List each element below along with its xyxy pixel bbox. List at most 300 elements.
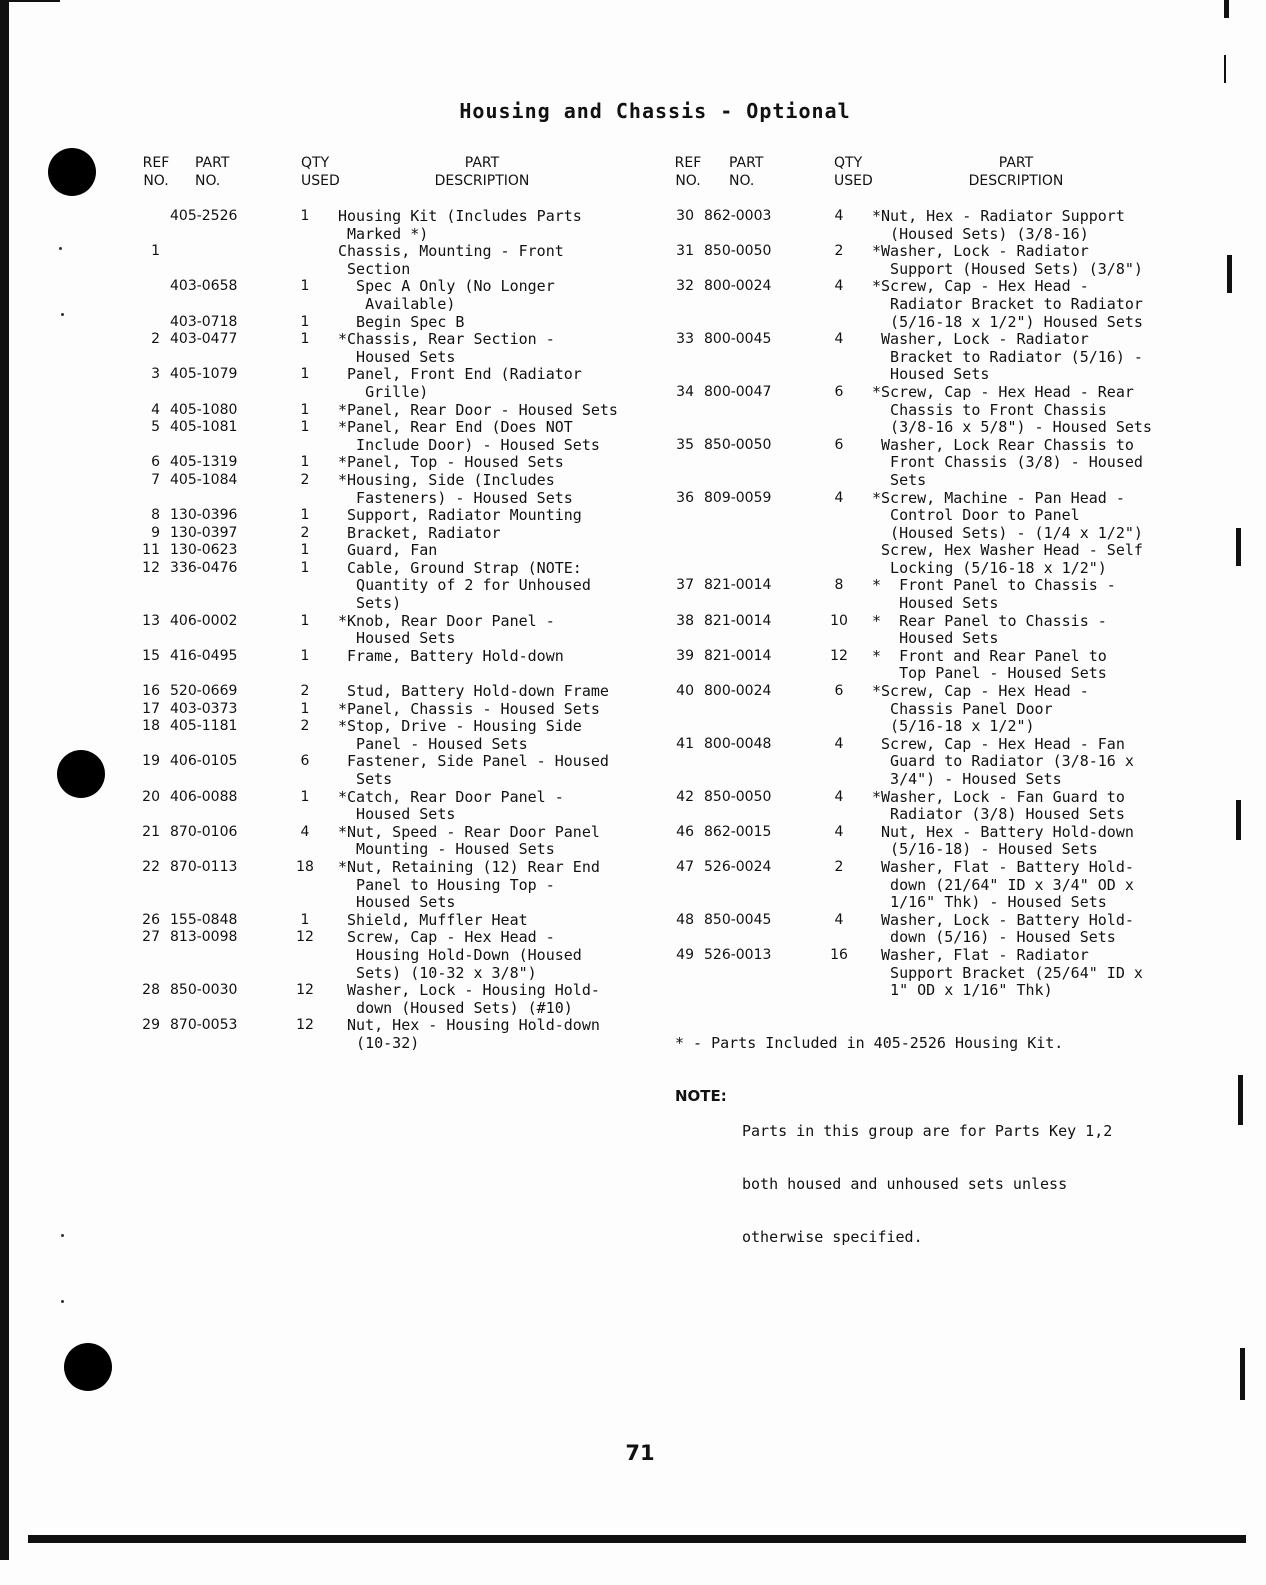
description-line: Support Bracket (25/64" ID x [872, 963, 1143, 982]
ref-number: 1 [151, 243, 160, 260]
description-line: Housed Sets [872, 629, 999, 648]
qty-used: 12 [296, 982, 314, 999]
qty-used: 1 [300, 401, 310, 418]
description-line [338, 665, 660, 683]
parts-row [664, 208, 1204, 243]
description-line: *Screw, Cap - Hex Head - Rear [872, 382, 1134, 401]
part-number: 800-0024 [704, 278, 772, 295]
parts-row [664, 789, 1204, 824]
parts-row [130, 419, 660, 454]
description-line: Cable, Ground Strap (NOTE: [338, 558, 582, 577]
part-description [338, 824, 660, 859]
part-description [872, 683, 1204, 736]
qty-used: 2 [300, 524, 310, 541]
ref-number: 46 [676, 823, 694, 840]
description-line: Screw, Cap - Hex Head - [338, 928, 555, 947]
description-line: Housing Kit (Includes Parts [338, 207, 582, 225]
parts-row [130, 472, 660, 507]
description-line: (5/16-18 x 1/2") [872, 717, 1035, 736]
scan-edge-mark [1227, 255, 1232, 293]
description-line: (5/16-18) - Housed Sets [872, 840, 1098, 859]
description-line: Control Door to Panel [872, 506, 1080, 525]
description-line: Chassis Panel Door [872, 699, 1053, 718]
ref-number: 32 [676, 278, 694, 295]
description-line: Chassis to Front Chassis [872, 400, 1107, 419]
parts-row [664, 859, 1204, 912]
description-line: (3/8-16 x 5/8") - Housed Sets [872, 418, 1152, 437]
punch-hole [64, 1343, 112, 1391]
scan-edge-mark [1236, 528, 1241, 566]
description-line: *Nut, Hex - Radiator Support [872, 207, 1125, 225]
part-description [338, 402, 660, 420]
description-line: *Screw, Machine - Pan Head - [872, 488, 1125, 507]
description-line: *Washer, Lock - Fan Guard to [872, 787, 1125, 806]
part-description [872, 577, 1204, 612]
part-number: 406-0088 [170, 788, 238, 805]
qty-used: 12 [830, 647, 848, 664]
scan-edge-mark [1236, 800, 1241, 840]
qty-used: 6 [834, 383, 844, 400]
parts-row [130, 314, 660, 332]
description-line: Housed Sets [338, 893, 456, 912]
ref-number: 41 [676, 735, 694, 752]
header-desc-left: PART DESCRIPTION [434, 155, 530, 189]
header-part-right: PART NO. [729, 155, 764, 189]
part-description [338, 1017, 660, 1052]
qty-used: 4 [300, 823, 310, 840]
ref-number: 31 [676, 243, 694, 260]
part-description [338, 560, 660, 613]
ref-number: 11 [142, 542, 160, 559]
ref-number: 49 [676, 946, 694, 963]
part-description [338, 419, 660, 454]
ref-number: 27 [142, 929, 160, 946]
qty-used: 1 [300, 313, 310, 330]
qty-used: 1 [300, 788, 310, 805]
description-line: Radiator Bracket to Radiator [872, 294, 1143, 313]
qty-used: 4 [834, 278, 844, 295]
parts-row [664, 490, 1204, 578]
header-qty-right: QTY USED [834, 155, 873, 189]
part-description [338, 314, 660, 332]
parts-row [664, 613, 1204, 648]
parts-table-right [664, 208, 1204, 1000]
part-number: 850-0030 [170, 982, 238, 999]
ref-number: 40 [676, 683, 694, 700]
description-line: Include Door) - Housed Sets [338, 435, 600, 454]
ref-number: 33 [676, 331, 694, 348]
description-line: *Panel, Top - Housed Sets [338, 453, 564, 472]
parts-row [130, 824, 660, 859]
part-description [338, 753, 660, 788]
part-description [338, 208, 660, 243]
punch-hole [48, 148, 96, 196]
part-number: 870-0113 [170, 858, 238, 875]
ref-number: 20 [142, 788, 160, 805]
description-line: (Housed Sets) (3/8-16) [872, 224, 1089, 243]
description-line: Washer, Flat - Battery Hold- [872, 857, 1134, 876]
parts-row [130, 331, 660, 366]
description-line: (10-32) [338, 1033, 420, 1052]
parts-row [130, 701, 660, 719]
description-line: Housed Sets [872, 594, 999, 613]
description-line: Bracket to Radiator (5/16) - [872, 347, 1143, 366]
part-number: 403-0658 [170, 278, 238, 295]
parts-row [130, 648, 660, 683]
description-line: Housed Sets [338, 347, 456, 366]
description-line: 3/4") - Housed Sets [872, 770, 1062, 788]
parts-row [130, 912, 660, 930]
qty-used: 1 [300, 911, 310, 928]
qty-used: 10 [830, 612, 848, 629]
qty-used: 1 [300, 419, 310, 436]
part-number: 520-0669 [170, 683, 238, 700]
part-number: 850-0050 [704, 243, 772, 260]
description-line: Sets) (10-32 x 3/8") [338, 963, 537, 982]
ref-number: 8 [151, 507, 160, 524]
part-number: 526-0013 [704, 946, 772, 963]
qty-used: 4 [834, 208, 844, 224]
description-line: * Front and Rear Panel to [872, 646, 1107, 665]
part-description [338, 366, 660, 401]
ref-number: 26 [142, 911, 160, 928]
part-number: 800-0048 [704, 735, 772, 752]
ref-number: 42 [676, 788, 694, 805]
qty-used: 1 [300, 507, 310, 524]
description-line: 1" OD x 1/16" Thk) [872, 981, 1053, 1000]
part-description [338, 278, 660, 313]
punch-hole [57, 750, 105, 798]
description-line: Fastener, Side Panel - Housed [338, 752, 609, 771]
part-description [872, 912, 1204, 947]
scan-border-bottom [28, 1535, 1246, 1543]
parts-row [130, 1017, 660, 1052]
parts-row [130, 278, 660, 313]
description-line: Begin Spec B [338, 312, 465, 331]
part-description [872, 384, 1204, 437]
description-line: Housing Hold-Down (Housed [338, 945, 582, 964]
part-number: 870-0053 [170, 1017, 238, 1034]
description-line: Chassis, Mounting - Front [338, 242, 564, 261]
part-description [338, 648, 660, 683]
part-description [872, 824, 1204, 859]
qty-used: 4 [834, 331, 844, 348]
scan-speck [61, 1300, 64, 1303]
part-number: 403-0477 [170, 331, 238, 348]
header-ref-left: REF NO. [142, 155, 170, 189]
ref-number: 47 [676, 858, 694, 875]
parts-row [664, 947, 1204, 1000]
description-line: Front Chassis (3/8) - Housed [872, 453, 1143, 472]
parts-row [130, 789, 660, 824]
part-number: 405-2526 [170, 208, 238, 224]
ref-number: 35 [676, 436, 694, 453]
part-number: 336-0476 [170, 559, 238, 576]
part-number: 800-0024 [704, 683, 772, 700]
qty-used: 4 [834, 489, 844, 506]
part-description [338, 542, 660, 560]
ref-number: 21 [142, 823, 160, 840]
ref-number: 19 [142, 753, 160, 770]
note-line: otherwise specified. [742, 1227, 923, 1246]
description-line: Mounting - Housed Sets [338, 840, 555, 859]
part-number: 405-1319 [170, 454, 238, 471]
description-line: Quantity of 2 for Unhoused [338, 576, 591, 595]
part-description [338, 859, 660, 912]
parts-row [664, 577, 1204, 612]
description-line: Washer, Lock - Housing Hold- [338, 981, 600, 1000]
part-number: 130-0623 [170, 542, 238, 559]
part-description [338, 454, 660, 472]
part-number: 821-0014 [704, 577, 772, 594]
parts-row [130, 613, 660, 648]
qty-used: 8 [834, 577, 844, 594]
part-number: 405-1081 [170, 419, 238, 436]
ref-number: 34 [676, 383, 694, 400]
description-line: Nut, Hex - Housing Hold-down [338, 1016, 600, 1035]
description-line: Spec A Only (No Longer [338, 277, 555, 296]
page-number: 71 [625, 1441, 655, 1465]
qty-used: 1 [300, 542, 310, 559]
description-line: Washer, Flat - Radiator [872, 945, 1089, 964]
description-line: Sets) [338, 594, 402, 613]
description-line: Washer, Lock - Radiator [872, 330, 1089, 349]
note-line: both housed and unhoused sets unless [742, 1174, 1068, 1193]
note-line: Parts in this group are for Parts Key 1,2 [742, 1122, 1113, 1141]
ref-number: 9 [151, 524, 160, 541]
part-number: 405-1181 [170, 718, 238, 735]
parts-row [664, 683, 1204, 736]
scan-speck [59, 247, 62, 250]
parts-row [130, 929, 660, 982]
parts-row [664, 437, 1204, 490]
qty-used: 2 [834, 858, 844, 875]
ref-number: 15 [142, 647, 160, 664]
description-line: Available) [338, 294, 456, 313]
part-number: 416-0495 [170, 647, 238, 664]
description-line: *Nut, Speed - Rear Door Panel [338, 822, 600, 841]
ref-number: 2 [151, 331, 160, 348]
description-line: *Housing, Side (Includes [338, 470, 555, 489]
qty-used: 16 [830, 946, 848, 963]
parts-row [130, 208, 660, 243]
part-description [338, 683, 660, 701]
note-label: NOTE: [675, 1087, 727, 1105]
description-line: *Washer, Lock - Radiator [872, 242, 1089, 261]
description-line: Section [338, 259, 411, 278]
ref-number: 37 [676, 577, 694, 594]
qty-used: 2 [300, 718, 310, 735]
ref-number: 16 [142, 683, 160, 700]
description-line: (5/16-18 x 1/2") Housed Sets [872, 312, 1143, 331]
ref-number: 38 [676, 612, 694, 629]
parts-row [130, 402, 660, 420]
ref-number: 12 [142, 559, 160, 576]
description-line: Nut, Hex - Battery Hold-down [872, 822, 1134, 841]
ref-number: 5 [151, 419, 160, 436]
part-number: 850-0045 [704, 911, 772, 928]
description-line: Shield, Muffler Heat [338, 910, 528, 929]
ref-number: 4 [151, 401, 160, 418]
part-number: 155-0848 [170, 911, 238, 928]
scan-border-left [0, 0, 9, 1560]
qty-used: 2 [300, 471, 310, 488]
scan-edge-mark [1238, 1075, 1243, 1125]
parts-row [130, 753, 660, 788]
part-description [872, 208, 1204, 243]
part-number: 850-0050 [704, 436, 772, 453]
part-number: 800-0045 [704, 331, 772, 348]
description-line: Washer, Lock Rear Chassis to [872, 435, 1134, 454]
qty-used: 1 [300, 331, 310, 348]
part-description [872, 736, 1204, 789]
ref-number: 13 [142, 612, 160, 629]
description-line: Housed Sets [872, 365, 990, 384]
description-line: 1/16" Thk) - Housed Sets [872, 893, 1107, 912]
ref-number: 18 [142, 718, 160, 735]
description-line: down (5/16) - Housed Sets [872, 928, 1116, 947]
qty-used: 2 [300, 683, 310, 700]
part-number: 405-1079 [170, 366, 238, 383]
part-number: 405-1080 [170, 401, 238, 418]
parts-row [664, 824, 1204, 859]
part-description [872, 278, 1204, 331]
kit-footnote: * - Parts Included in 405-2526 Housing Kit. [675, 1034, 1064, 1052]
part-number: 850-0050 [704, 788, 772, 805]
qty-used: 4 [834, 823, 844, 840]
part-description [872, 859, 1204, 912]
parts-row [130, 683, 660, 701]
part-description [338, 472, 660, 507]
description-line: Support (Housed Sets) (3/8") [872, 259, 1143, 278]
qty-used: 12 [296, 1017, 314, 1034]
part-number: 403-0718 [170, 313, 238, 330]
part-description [872, 331, 1204, 384]
parts-row [664, 912, 1204, 947]
qty-used: 2 [834, 243, 844, 260]
parts-row [130, 859, 660, 912]
scan-speck [61, 313, 64, 316]
qty-used: 1 [300, 612, 310, 629]
description-line: (Housed Sets) - (1/4 x 1/2") [872, 523, 1143, 542]
ref-number: 3 [151, 366, 160, 383]
parts-row [130, 525, 660, 543]
ref-number: 48 [676, 911, 694, 928]
part-description [872, 947, 1204, 1000]
qty-used: 4 [834, 911, 844, 928]
ref-number: 22 [142, 858, 160, 875]
qty-used: 1 [300, 278, 310, 295]
description-line: Marked *) [338, 224, 429, 243]
ref-number: 17 [142, 700, 160, 717]
part-number: 862-0015 [704, 823, 772, 840]
part-number: 862-0003 [704, 208, 772, 224]
qty-used: 1 [300, 647, 310, 664]
description-line: *Chassis, Rear Section - [338, 330, 555, 349]
scan-speck [61, 1234, 64, 1237]
part-description [338, 789, 660, 824]
description-line: *Nut, Retaining (12) Rear End [338, 857, 600, 876]
description-line: Fasteners) - Housed Sets [338, 488, 573, 507]
part-number: 821-0014 [704, 612, 772, 629]
description-line: Guard, Fan [338, 541, 438, 560]
description-line: Panel, Front End (Radiator [338, 365, 582, 384]
description-line: Support, Radiator Mounting [338, 506, 582, 525]
parts-row [664, 331, 1204, 384]
description-line: * Front Panel to Chassis - [872, 576, 1116, 595]
description-line: Washer, Lock - Battery Hold- [872, 910, 1134, 929]
part-number: 821-0014 [704, 647, 772, 664]
parts-row [130, 366, 660, 401]
note-text [742, 1088, 1112, 1282]
part-description [338, 331, 660, 366]
part-description [872, 789, 1204, 824]
parts-row [130, 560, 660, 613]
ref-number: 29 [142, 1017, 160, 1034]
part-description [872, 437, 1204, 490]
part-number: 800-0047 [704, 383, 772, 400]
description-line: Bracket, Radiator [338, 523, 501, 542]
description-line: Sets [872, 470, 927, 489]
description-line: Sets [338, 770, 393, 788]
page-title: Housing and Chassis - Optional [459, 99, 851, 123]
description-line: Stud, Battery Hold-down Frame [338, 682, 609, 701]
part-number: 403-0373 [170, 700, 238, 717]
ref-number: 28 [142, 982, 160, 999]
description-line: *Screw, Cap - Hex Head - [872, 682, 1089, 701]
part-number: 870-0106 [170, 823, 238, 840]
parts-row [664, 736, 1204, 789]
parts-row [130, 507, 660, 525]
ref-number: 39 [676, 647, 694, 664]
header-desc-right: PART DESCRIPTION [968, 155, 1064, 189]
part-number: 130-0396 [170, 507, 238, 524]
description-line: Grille) [338, 382, 429, 401]
part-description [338, 613, 660, 648]
description-line: down (21/64" ID x 3/4" OD x [872, 875, 1134, 894]
part-number: 405-1084 [170, 471, 238, 488]
qty-used: 6 [834, 436, 844, 453]
ref-number: 30 [676, 208, 694, 224]
description-line: *Catch, Rear Door Panel - [338, 787, 564, 806]
part-number: 809-0059 [704, 489, 772, 506]
part-description [338, 982, 660, 1017]
description-line: Screw, Hex Washer Head - Self [872, 541, 1143, 560]
scan-edge-mark [1224, 55, 1226, 83]
header-qty-left: QTY USED [301, 155, 340, 189]
description-line: Top Panel - Housed Sets [872, 664, 1107, 683]
qty-used: 1 [300, 700, 310, 717]
part-number: 526-0024 [704, 858, 772, 875]
qty-used: 6 [834, 683, 844, 700]
description-line: *Screw, Cap - Hex Head - [872, 277, 1089, 296]
parts-row [664, 278, 1204, 331]
description-line: *Panel, Chassis - Housed Sets [338, 699, 600, 718]
scan-edge-mark [1240, 1348, 1245, 1400]
qty-used: 12 [296, 929, 314, 946]
qty-used: 6 [300, 753, 310, 770]
ref-number: 7 [151, 471, 160, 488]
part-description [872, 243, 1204, 278]
parts-row [130, 982, 660, 1017]
part-description [338, 701, 660, 719]
description-line: *Panel, Rear End (Does NOT [338, 418, 573, 437]
part-number: 130-0397 [170, 524, 238, 541]
scan-edge-mark [1224, 0, 1229, 18]
qty-used: 4 [834, 735, 844, 752]
description-line: * Rear Panel to Chassis - [872, 611, 1107, 630]
qty-used: 18 [296, 858, 314, 875]
